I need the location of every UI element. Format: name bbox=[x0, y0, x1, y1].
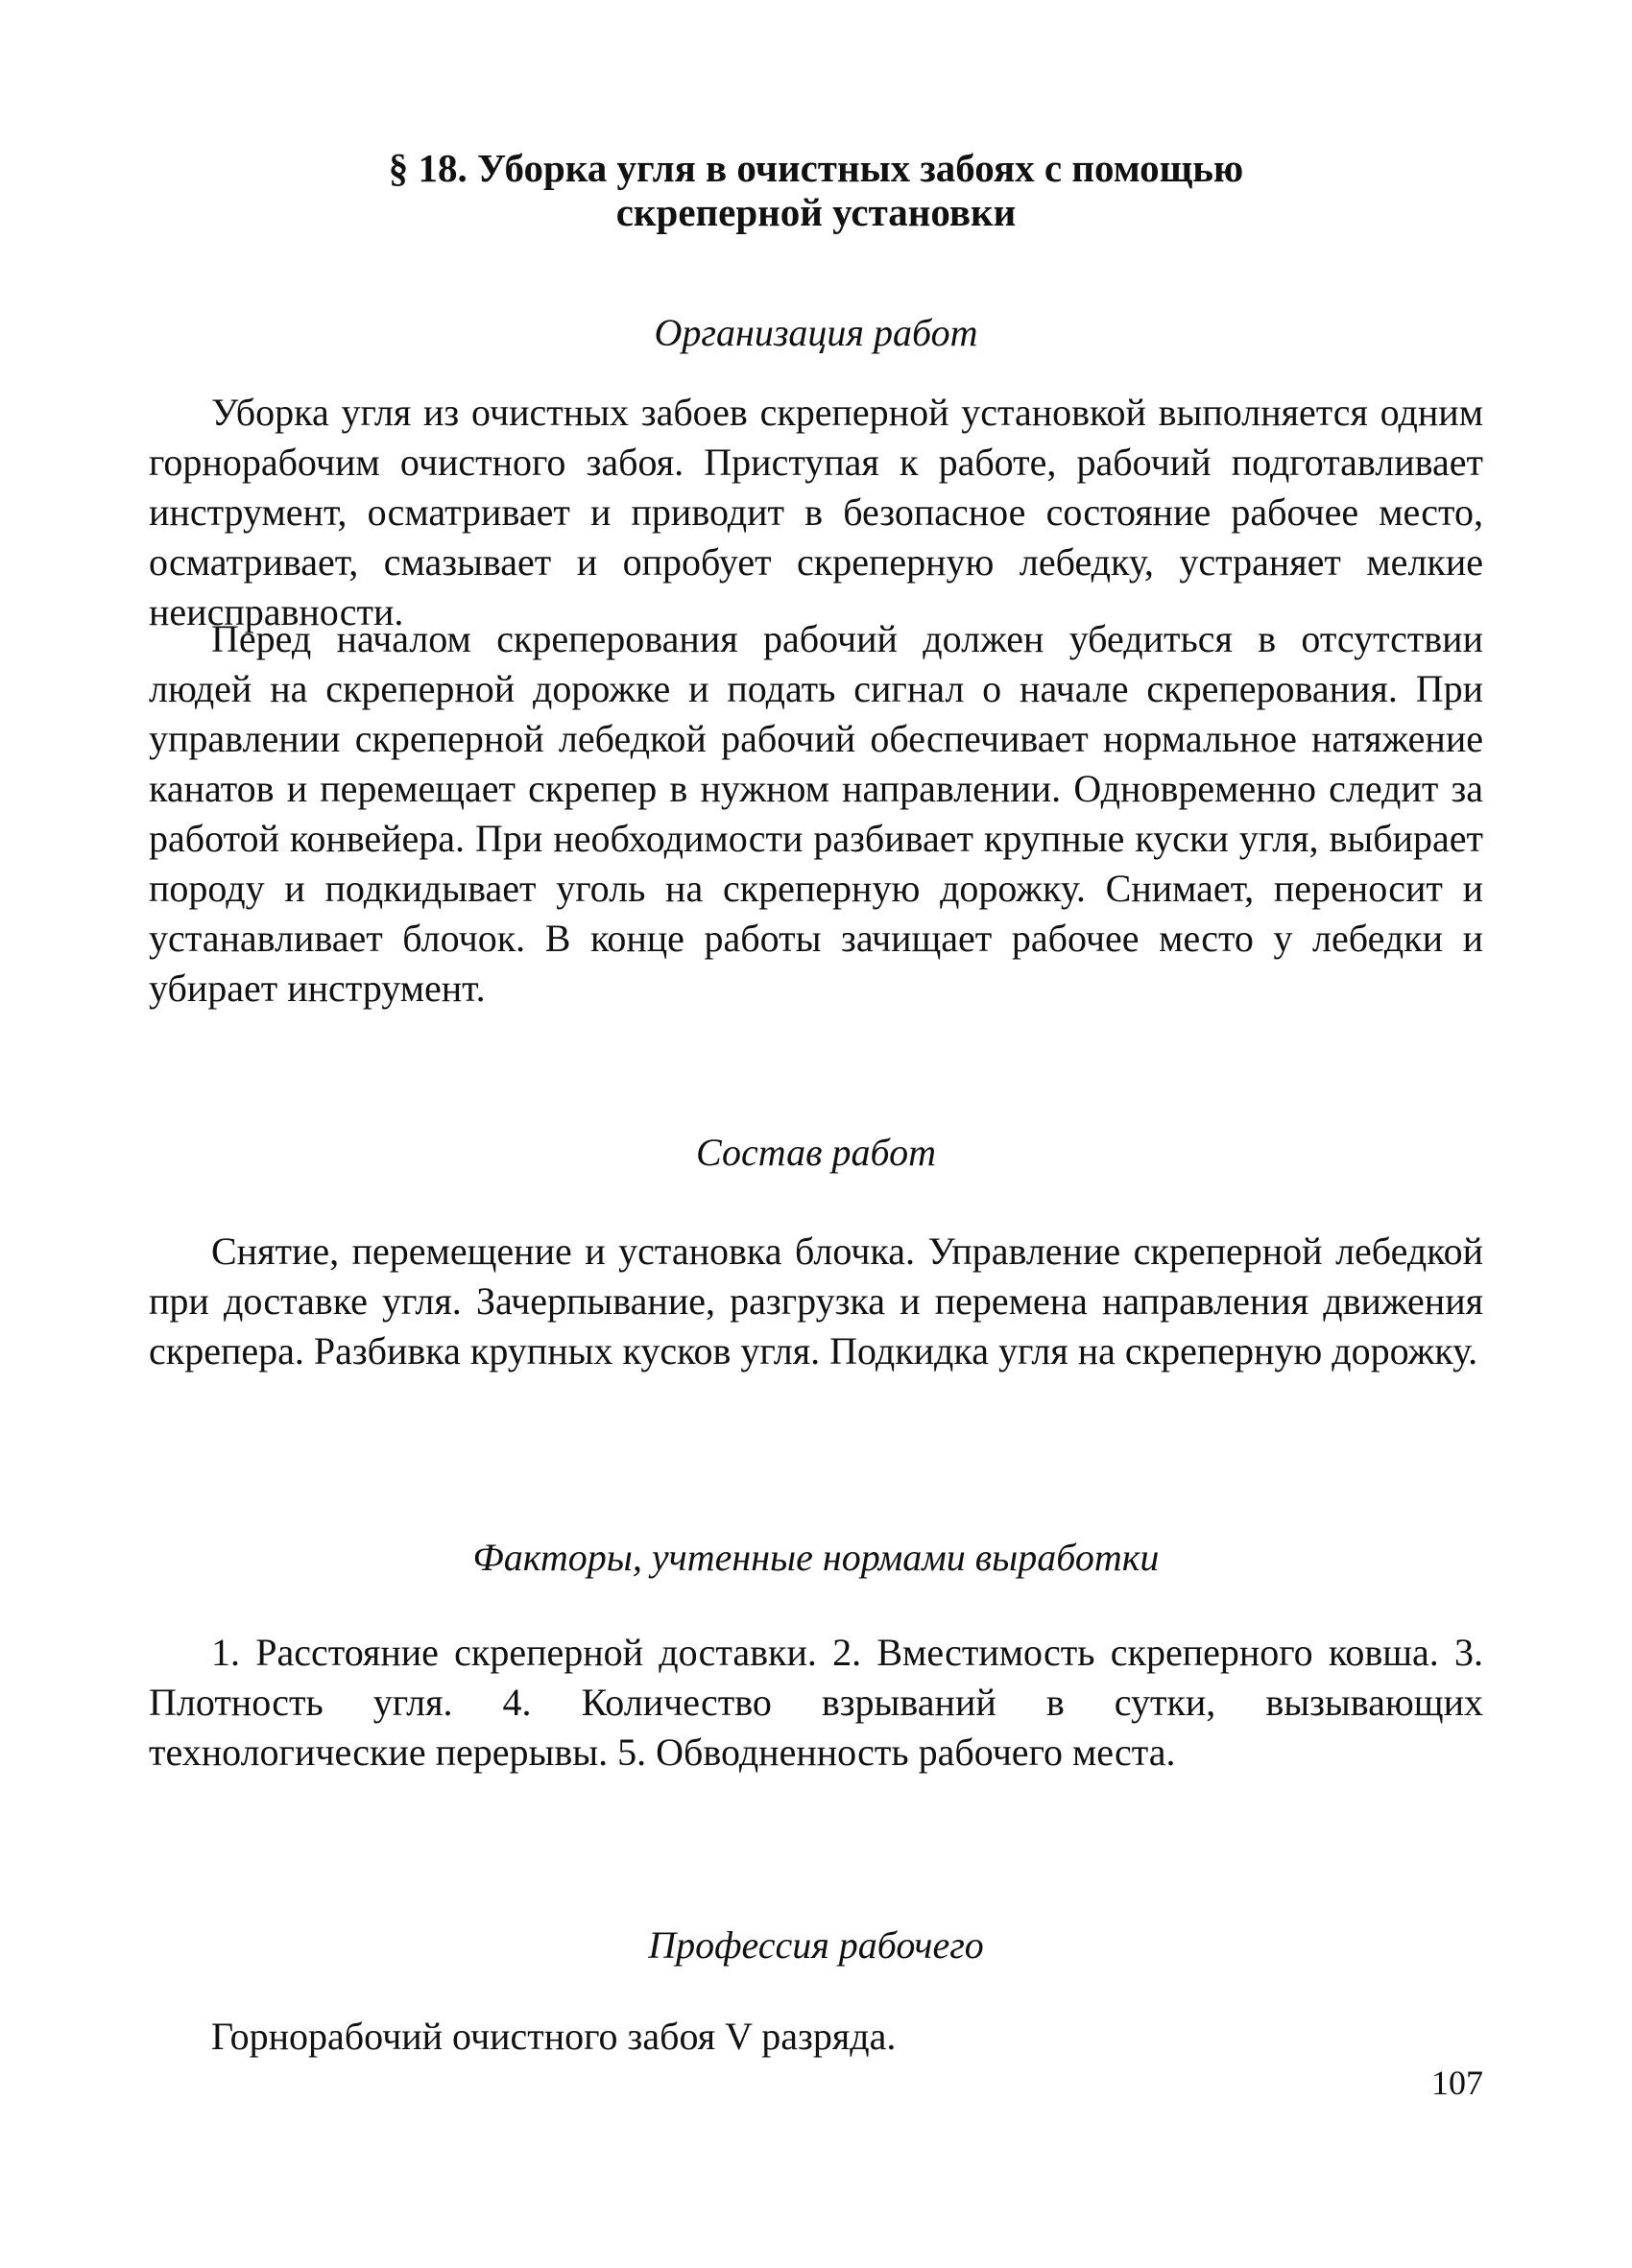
paragraph-factors: 1. Расстояние скреперной доставки. 2. Вместимость скреперного ковша. 3. Плотность угля. 4. Количество взрываний в сутки, вызывающих технологические перерывы. 5. Обводненность рабочего места. bbox=[149, 1631, 1483, 1774]
paragraph-organization-1: Уборка угля из очистных забоев скреперной установкой выполняется одним горнорабочим очистного забоя. Приступая к работе, рабочий подготавливает инструмент, осматривает и приводит в безопасное состояние рабочее место, осматривает, смазывает и опробует скреперную лебедку, устраняет мелкие неисправности. bbox=[149, 391, 1483, 633]
subheading-factors: Факторы, учтенные нормами выработки bbox=[472, 1536, 1160, 1579]
section-title-line-2: скреперной установки bbox=[615, 190, 1017, 234]
subheading-composition: Состав работ bbox=[696, 1131, 936, 1174]
subheading-profession: Профессия рабочего bbox=[648, 1923, 984, 1967]
paragraph-organization-2: Перед началом скреперования рабочий должен убедиться в отсутствии людей на скреперной дорожке и подать сигнал о начале скреперования. При управлении скреперной лебедкой рабочий обеспечивает нормальное натяжение канатов и перемещает скрепер в нужном направлении. Одновременно следит за работой конвейера. При необходимости разбивает крупные куски угля, выбирает породу и подкидывает уголь на скреперную дорожку. Снимает, переносит и устанавливает блочок. В конце работы зачищает рабочее место у лебедки и убирает инструмент. bbox=[149, 617, 1483, 1010]
paragraph-composition: Снятие, перемещение и установка блочка. Управление скреперной лебедкой при доставке угля. Зачерпывание, разгрузка и перемена направления движения скрепера. Разбивка крупных кусков угля. Подкидка угля на скреперную дорожку. bbox=[149, 1229, 1483, 1373]
subheading-organization: Организация работ bbox=[654, 311, 978, 354]
page-number: 107 bbox=[1431, 2064, 1483, 2102]
paragraph-profession: Горнорабочий очистного забоя V разряда. bbox=[211, 2015, 897, 2058]
section-title-line-1: § 18. Уборка угля в очистных забоях с помощью bbox=[388, 146, 1244, 190]
